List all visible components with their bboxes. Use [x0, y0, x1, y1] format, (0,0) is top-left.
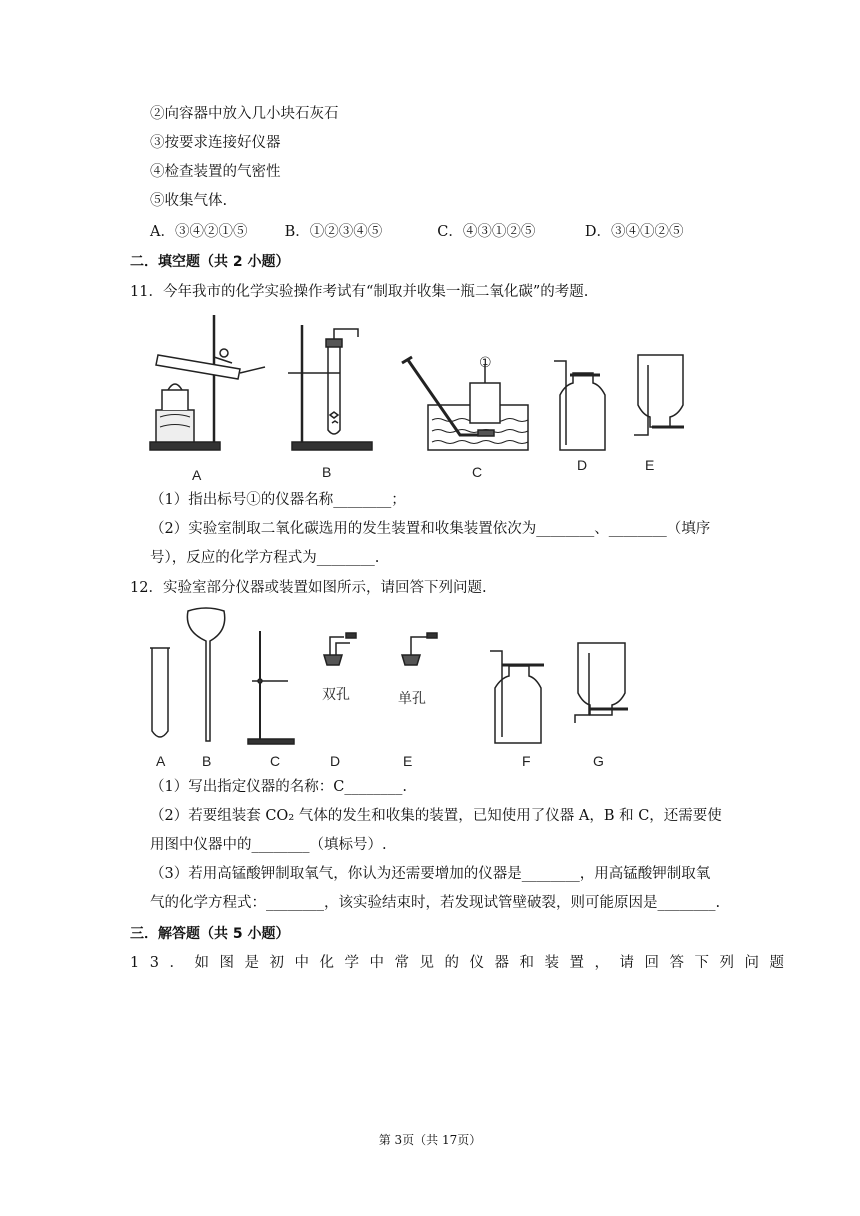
fig11-label-c: C: [472, 464, 483, 480]
instrument-c-iron-stand: [248, 631, 294, 744]
q11-part-1: （1）指出标号①的仪器名称________；: [150, 492, 406, 508]
fig11-label-a: A: [192, 467, 202, 483]
option-d: D．③④①②⑤: [584, 224, 684, 240]
apparatus-a-heating: [150, 315, 265, 450]
apparatus-c-water-trough: [402, 357, 528, 450]
q12-part-1: （1）写出指定仪器的名称：C________.: [150, 779, 407, 795]
fig11-label-b: B: [322, 464, 332, 480]
option-c: C．④③①②⑤: [437, 224, 536, 240]
instrument-f-gas-bottle: [490, 651, 544, 743]
section-2-heading: 二．填空题（共 2 小题）: [130, 254, 290, 270]
q12-part-2b: 用图中仪器中的________（填标号）.: [150, 837, 387, 853]
q12-apparatus-figure: [140, 603, 660, 778]
fig12-label-e: E: [403, 753, 413, 769]
option-a: A．③④②①⑤: [150, 224, 248, 240]
fig12-label-b: B: [202, 753, 212, 769]
q12-part-2a: （2）若要组装套 CO₂ 气体的发生和收集的装置，已知使用了仪器 A，B 和 C，还需要使: [150, 808, 722, 824]
fig11-label-d: D: [577, 457, 588, 473]
fig11-label-e: E: [645, 457, 655, 473]
fig12-label-a: A: [156, 753, 166, 769]
step-5: ⑤收集气体.: [150, 193, 228, 209]
instrument-d-two-hole-stopper: [324, 633, 356, 665]
fig12-label-f: F: [522, 753, 531, 769]
fig12-label-g: G: [593, 753, 604, 769]
q11-part-2a: （2）实验室制取二氧化碳选用的发生装置和收集装置依次为________、________（填序: [150, 521, 711, 537]
section-3-heading: 三．解答题（共 5 小题）: [130, 926, 290, 942]
apparatus-b-test-tube: [288, 325, 372, 450]
q12-part-3a: （3）若用高锰酸钾制取氧气，你认为还需要增加的仪器是________，用高锰酸钾制取氧: [150, 866, 711, 882]
circled-label: ①: [479, 354, 492, 370]
q11-part-2b: 号），反应的化学方程式为________.: [150, 550, 380, 566]
q11-apparatus-figure: [140, 305, 700, 485]
instrument-e-one-hole-stopper: [402, 633, 437, 665]
option-b: B．①②③④⑤: [284, 224, 383, 240]
instrument-g-inverted-bottle: [575, 643, 628, 723]
fig12-label-c: C: [270, 753, 281, 769]
instrument-b-long-neck-funnel: [187, 608, 224, 741]
q11-stem: 11．今年我市的化学实验操作考试有“制取并收集一瓶二氧化碳”的考题.: [130, 284, 589, 300]
stopper-e-caption: 单孔: [398, 690, 426, 706]
stopper-d-caption: 双孔: [322, 686, 350, 702]
instrument-a-test-tube: [150, 648, 170, 737]
step-2: ②向容器中放入几小块石灰石: [150, 106, 339, 122]
apparatus-e-inverted-bottle: [634, 355, 684, 435]
fig12-label-d: D: [330, 753, 341, 769]
q13-stem: 13．如图是初中化学中常见的仪器和装置，请回答下列问题: [130, 955, 795, 971]
apparatus-d-gas-bottle: [554, 361, 605, 450]
q12-part-3b: 气的化学方程式：________，该实验结束时，若发现试管壁破裂，则可能原因是________.: [150, 895, 721, 911]
step-4: ④检查装置的气密性: [150, 164, 281, 180]
step-3: ③按要求连接好仪器: [150, 135, 281, 151]
page-footer: 第 3页（共 17页）: [378, 1133, 482, 1147]
answer-options: [150, 222, 683, 242]
q12-stem: 12．实验室部分仪器或装置如图所示，请回答下列问题.: [130, 580, 487, 596]
